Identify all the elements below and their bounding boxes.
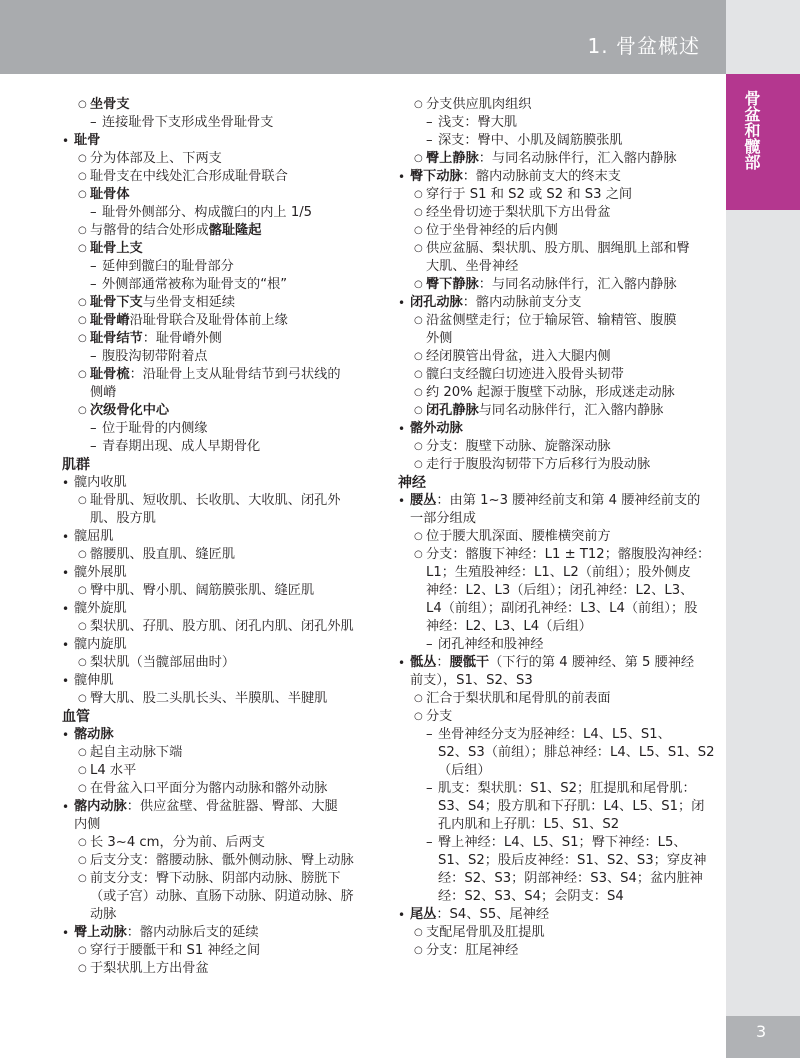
list-item	[398, 402, 720, 420]
bullet-marker: ○	[78, 747, 87, 758]
left-column	[62, 96, 384, 978]
bullet-marker: ○	[414, 549, 423, 560]
item-text: 次级骨化中心	[90, 403, 170, 418]
bullet-marker: ○	[78, 369, 87, 380]
list-item	[398, 384, 720, 402]
item-text: 外侧部通常被称为耻骨支的“根”	[102, 277, 288, 292]
right-column	[398, 96, 720, 960]
bullet-marker: ○	[78, 837, 87, 848]
list-item	[398, 294, 720, 312]
list-item	[62, 636, 384, 654]
item-text: 走行于腹股沟韧带下方后移行为股动脉	[426, 457, 651, 472]
list-item	[62, 366, 384, 384]
list-item	[62, 582, 384, 600]
bullet-marker: –	[90, 115, 97, 130]
list-item	[398, 924, 720, 942]
bullet-marker: ○	[78, 297, 87, 308]
list-item	[398, 762, 720, 780]
list-item	[62, 384, 384, 402]
bullet-marker: ○	[78, 549, 87, 560]
list-item	[398, 888, 720, 906]
list-item	[62, 420, 384, 438]
list-item	[398, 654, 720, 672]
list-item	[62, 816, 384, 834]
list-item	[398, 96, 720, 114]
list-item	[398, 132, 720, 150]
item-text: 臀中肌、臀小肌、阔筋膜张肌、缝匠肌	[90, 583, 315, 598]
chapter-header-bar	[0, 0, 726, 74]
list-item	[398, 708, 720, 726]
bullet-marker: ○	[78, 243, 87, 254]
item-text: 分支	[426, 709, 453, 724]
list-item	[62, 294, 384, 312]
section-heading	[62, 708, 384, 726]
list-item	[398, 726, 720, 744]
list-item	[62, 600, 384, 618]
item-text: 汇合于梨状肌和尾骨肌的前表面	[426, 691, 611, 706]
list-item	[398, 672, 720, 690]
bullet-marker: ○	[414, 711, 423, 722]
item-text: 经：S2、S3、S4；会阴支：S4	[438, 889, 624, 904]
item-text: 闭孔神经和股神经	[438, 637, 544, 652]
bullet-marker: •	[62, 728, 70, 742]
list-item	[62, 726, 384, 744]
item-text: 耻骨肌、短收肌、长收肌、大收肌、闭孔外	[90, 493, 341, 508]
bullet-marker: ○	[78, 855, 87, 866]
list-item	[398, 276, 720, 294]
list-item	[398, 798, 720, 816]
bullet-marker: ○	[78, 333, 87, 344]
item-text: 髂内动脉：供应盆壁、骨盆脏器、臀部、大腿	[74, 799, 338, 814]
item-text: 髂动脉	[74, 727, 114, 742]
list-item	[398, 780, 720, 798]
bullet-marker: ○	[414, 315, 423, 326]
bullet-marker: ○	[78, 315, 87, 326]
bullet-marker: ○	[414, 279, 423, 290]
bullet-marker: –	[426, 835, 433, 850]
list-item	[398, 636, 720, 654]
list-item	[62, 312, 384, 330]
bullet-marker: –	[426, 637, 433, 652]
item-text: 臀上动脉：髂内动脉后支的延续	[74, 925, 259, 940]
item-text: 耻骨支在中线处汇合形成耻骨联合	[90, 169, 288, 184]
item-text: 支配尾骨肌及肛提肌	[426, 925, 545, 940]
bullet-marker: ○	[414, 153, 423, 164]
item-text: 在骨盆入口平面分为髂内动脉和髂外动脉	[90, 781, 328, 796]
bullet-marker: •	[62, 800, 70, 814]
list-item	[398, 258, 720, 276]
item-text: 耻骨结节：耻骨嵴外侧	[90, 331, 222, 346]
bullet-marker: ○	[78, 873, 87, 884]
item-text: S1、S2；股后皮神经：S1、S2、S3；穿皮神	[438, 853, 707, 868]
bullet-marker: ○	[414, 369, 423, 380]
bullet-marker: –	[90, 421, 97, 436]
list-item	[398, 438, 720, 456]
item-text: 位于腰大肌深面、腰椎横突前方	[426, 529, 611, 544]
bullet-marker: ○	[414, 243, 423, 254]
item-text: 经坐骨切迹于梨状肌下方出骨盆	[426, 205, 611, 220]
item-text: 血管	[62, 709, 90, 725]
item-text: 大肌、坐骨神经	[426, 259, 519, 274]
bullet-marker: ○	[414, 693, 423, 704]
list-item	[62, 780, 384, 798]
bullet-marker: ○	[414, 207, 423, 218]
item-text: 腹股沟韧带附着点	[102, 349, 208, 364]
item-text: 于梨状肌上方出骨盆	[90, 961, 209, 976]
bullet-marker: –	[90, 349, 97, 364]
section-tab-label: 骨盆和髋部	[742, 90, 761, 170]
bullet-marker: ○	[78, 657, 87, 668]
list-item	[62, 564, 384, 582]
item-text: 耻骨嵴沿耻骨联合及耻骨体前上缘	[90, 313, 288, 328]
list-item	[62, 654, 384, 672]
item-text: 穿行于 S1 和 S2 或 S2 和 S3 之间	[426, 187, 633, 202]
item-text: 坐骨支	[90, 97, 130, 112]
list-item	[398, 150, 720, 168]
item-text: 供应盆膈、梨状肌、股方肌、胭绳肌上部和臀	[426, 241, 690, 256]
item-text: L1；生殖股神经：L1、L2（前组）；股外侧皮	[426, 565, 691, 580]
section-heading	[398, 474, 720, 492]
item-text: S3、S4；股方肌和下孖肌：L4、L5、S1；闭	[438, 799, 705, 814]
list-item	[398, 222, 720, 240]
list-item	[398, 366, 720, 384]
bullet-marker: ○	[414, 99, 423, 110]
bullet-marker: •	[62, 476, 70, 490]
item-text: 耻骨上支	[90, 241, 143, 256]
list-item	[62, 546, 384, 564]
bullet-marker: –	[426, 115, 433, 130]
bullet-marker: ○	[78, 405, 87, 416]
list-item	[398, 906, 720, 924]
bullet-marker: •	[398, 422, 406, 436]
list-item	[62, 402, 384, 420]
bullet-marker: –	[426, 781, 433, 796]
item-text: 位于耻骨的内侧缘	[102, 421, 208, 436]
bullet-marker: •	[62, 674, 70, 688]
list-item	[62, 798, 384, 816]
bullet-marker: •	[62, 566, 70, 580]
list-item	[398, 330, 720, 348]
item-text: 臀下静脉：与同名动脉伴行，汇入髂内静脉	[426, 277, 677, 292]
list-item	[62, 132, 384, 150]
item-text: 经：S2、S3；阴部神经：S3、S4；盆内脏神	[438, 871, 703, 886]
item-text: 经闭膜管出骨盆，进入大腿内侧	[426, 349, 611, 364]
bullet-marker: ○	[414, 531, 423, 542]
item-text: 腰丛：由第 1~3 腰神经前支和第 4 腰神经前支的	[410, 493, 701, 508]
list-item	[62, 474, 384, 492]
list-item	[62, 168, 384, 186]
item-text: 闭孔动脉：髂内动脉前支分支	[410, 295, 582, 310]
bullet-marker: ○	[78, 621, 87, 632]
item-text: 髋臼支经髋臼切迹进入股骨头韧带	[426, 367, 624, 382]
item-text: S2、S3（前组）；腓总神经：L4、L5、S1、S2	[438, 745, 715, 760]
list-item	[62, 834, 384, 852]
item-text: 动脉	[90, 907, 117, 922]
list-item	[62, 960, 384, 978]
list-item	[62, 618, 384, 636]
item-text: 肌群	[62, 457, 90, 473]
item-text: 尾丛：S4、S5、尾神经	[410, 907, 550, 922]
list-item	[398, 510, 720, 528]
list-item	[398, 168, 720, 186]
bullet-marker: •	[62, 530, 70, 544]
item-text: 髋伸肌	[74, 673, 114, 688]
list-item	[62, 438, 384, 456]
item-text: 髋内收肌	[74, 475, 127, 490]
list-item	[62, 690, 384, 708]
bullet-marker: ○	[414, 225, 423, 236]
bullet-marker: ○	[78, 171, 87, 182]
bullet-marker: ○	[78, 189, 87, 200]
bullet-marker: –	[426, 727, 433, 742]
item-text: 耻骨下支与坐骨支相延续	[90, 295, 236, 310]
bullet-marker: •	[62, 602, 70, 616]
bullet-marker: •	[398, 656, 406, 670]
section-heading	[62, 456, 384, 474]
item-text: 闭孔静脉与同名动脉伴行，汇入髂内静脉	[426, 403, 664, 418]
list-item	[62, 852, 384, 870]
item-text: 髋外旋肌	[74, 601, 127, 616]
bullet-marker: ○	[414, 945, 423, 956]
list-item	[398, 420, 720, 438]
list-item	[398, 816, 720, 834]
section-tab	[726, 74, 800, 210]
list-item	[62, 150, 384, 168]
bullet-marker: ○	[78, 225, 87, 236]
bullet-marker: ○	[78, 495, 87, 506]
list-item	[398, 564, 720, 582]
list-item	[62, 870, 384, 888]
item-text: 臀上神经：L4、L5、S1；臀下神经：L5、	[438, 835, 687, 850]
item-text: 延伸到髋臼的耻骨部分	[102, 259, 234, 274]
bullet-marker: •	[398, 170, 406, 184]
item-text: 髋外展肌	[74, 565, 127, 580]
list-item	[62, 240, 384, 258]
list-item	[62, 492, 384, 510]
bullet-marker: –	[90, 277, 97, 292]
bullet-marker: •	[62, 926, 70, 940]
bullet-marker: –	[90, 439, 97, 454]
item-text: 外侧	[426, 331, 453, 346]
list-item	[62, 114, 384, 132]
item-text: 后支分支：髂腰动脉、骶外侧动脉、臀上动脉	[90, 853, 354, 868]
item-text: 耻骨梳：沿耻骨上支从耻骨结节到弓状线的	[90, 367, 341, 382]
item-text: 耻骨外侧部分、构成髋臼的内上 1/5	[102, 205, 313, 220]
bullet-marker: ○	[78, 945, 87, 956]
list-item	[62, 204, 384, 222]
page-number: 3	[756, 1022, 767, 1041]
item-text: 前支分支：臀下动脉、阴部内动脉、膀胱下	[90, 871, 341, 886]
item-text: 内侧	[74, 817, 101, 832]
item-text: 分支：腹壁下动脉、旋髂深动脉	[426, 439, 611, 454]
list-item	[398, 492, 720, 510]
bullet-marker: ○	[414, 189, 423, 200]
list-item	[398, 744, 720, 762]
item-text: （或子宫）动脉、直肠下动脉、阴道动脉、脐	[90, 889, 354, 904]
item-text: 梨状肌（当髋部屈曲时）	[90, 655, 236, 670]
bullet-marker: –	[90, 205, 97, 220]
list-item	[398, 582, 720, 600]
item-text: 起自主动脉下端	[90, 745, 183, 760]
item-text: 分为体部及上、下两支	[90, 151, 222, 166]
list-item	[398, 348, 720, 366]
list-item	[398, 456, 720, 474]
list-item	[62, 672, 384, 690]
list-item	[398, 690, 720, 708]
list-item	[398, 240, 720, 258]
item-text: 梨状肌、孖肌、股方肌、闭孔内肌、闭孔外肌	[90, 619, 354, 634]
item-text: 神经：L2、L3（后组）；闭孔神经：L2、L3、	[426, 583, 694, 598]
list-item	[398, 942, 720, 960]
bullet-marker: •	[62, 134, 70, 148]
item-text: 分支：肛尾神经	[426, 943, 519, 958]
item-text: 青春期出现、成人早期骨化	[102, 439, 261, 454]
item-text: 神经：L2、L3、L4（后组）	[426, 619, 592, 634]
bullet-marker: ○	[414, 927, 423, 938]
item-text: 孔内肌和上孖肌：L5、S1、S2	[438, 817, 620, 832]
list-item	[62, 528, 384, 546]
list-item	[62, 762, 384, 780]
list-item	[398, 600, 720, 618]
list-item	[62, 888, 384, 906]
item-text: 一部分组成	[410, 511, 476, 526]
item-text: 连接耻骨下支形成坐骨耻骨支	[102, 115, 274, 130]
bullet-marker: •	[398, 296, 406, 310]
list-item	[62, 276, 384, 294]
list-item	[62, 96, 384, 114]
item-text: 穿行于腰骶干和 S1 神经之间	[90, 943, 261, 958]
list-item	[62, 258, 384, 276]
bullet-marker: ○	[78, 765, 87, 776]
item-text: 肌、股方肌	[90, 511, 156, 526]
item-text: L4 水平	[90, 763, 137, 778]
bullet-marker: ○	[78, 783, 87, 794]
list-item	[62, 510, 384, 528]
item-text: 与髂骨的结合处形成髂耻隆起	[90, 223, 262, 238]
item-text: 分支：髂腹下神经：L1 ± T12；髂腹股沟神经：	[426, 547, 711, 562]
bullet-marker: ○	[414, 459, 423, 470]
bullet-marker: ○	[78, 963, 87, 974]
bullet-marker: •	[398, 494, 406, 508]
item-text: 位于坐骨神经的后内侧	[426, 223, 558, 238]
item-text: 侧嵴	[90, 385, 117, 400]
bullet-marker: ○	[78, 585, 87, 596]
bullet-marker: •	[398, 908, 406, 922]
item-text: 约 20% 起源于腹壁下动脉，形成迷走动脉	[426, 385, 675, 400]
list-item	[398, 312, 720, 330]
list-item	[62, 186, 384, 204]
bullet-marker: –	[90, 259, 97, 274]
list-item	[398, 870, 720, 888]
item-text: 浅支：臀大肌	[438, 115, 518, 130]
list-item	[398, 204, 720, 222]
list-item	[62, 330, 384, 348]
list-item	[398, 618, 720, 636]
item-text: 臀下动脉：髂内动脉前支大的终末支	[410, 169, 621, 184]
bullet-marker: ○	[414, 441, 423, 452]
item-text: 臀大肌、股二头肌长头、半膜肌、半腱肌	[90, 691, 328, 706]
item-text: 长 3~4 cm，分为前、后两支	[90, 835, 265, 850]
bullet-marker: ○	[78, 99, 87, 110]
list-item	[398, 852, 720, 870]
item-text: 坐骨神经分支为胫神经：L4、L5、S1、	[438, 727, 671, 742]
item-text: 骶丛：腰骶干（下行的第 4 腰神经、第 5 腰神经	[410, 655, 695, 670]
item-text: 髋屈肌	[74, 529, 114, 544]
item-text: 耻骨体	[90, 187, 130, 202]
item-text: 髋内旋肌	[74, 637, 127, 652]
item-text: 神经	[398, 475, 426, 491]
bullet-marker: ○	[78, 153, 87, 164]
list-item	[398, 834, 720, 852]
list-item	[62, 924, 384, 942]
bullet-marker: ○	[78, 693, 87, 704]
item-text: 髂腰肌、股直肌、缝匠肌	[90, 547, 236, 562]
chapter-title: 1. 骨盆概述	[587, 34, 700, 58]
bullet-marker: ○	[414, 351, 423, 362]
item-text: 耻骨	[74, 133, 101, 148]
list-item	[62, 348, 384, 366]
list-item	[62, 906, 384, 924]
list-item	[62, 942, 384, 960]
item-text: 深支：臀中、小肌及阔筋膜张肌	[438, 133, 623, 148]
list-item	[62, 744, 384, 762]
item-text: 肌支：梨状肌：S1、S2；肛提肌和尾骨肌：	[438, 781, 696, 796]
item-text: （后组）	[438, 763, 491, 778]
item-text: 臀上静脉：与同名动脉伴行，汇入髂内静脉	[426, 151, 677, 166]
list-item	[398, 186, 720, 204]
item-text: 沿盆侧壁走行；位于输尿管、输精管、腹膜	[426, 313, 677, 328]
list-item	[398, 546, 720, 564]
item-text: 分支供应肌肉组织	[426, 97, 532, 112]
item-text: L4（前组）；副闭孔神经：L3、L4（前组）；股	[426, 601, 698, 616]
bullet-marker: –	[426, 133, 433, 148]
list-item	[62, 222, 384, 240]
item-text: 前支），S1、S2、S3	[410, 673, 533, 688]
item-text: 髂外动脉	[410, 421, 463, 436]
list-item	[398, 528, 720, 546]
bullet-marker: •	[62, 638, 70, 652]
bullet-marker: ○	[414, 405, 423, 416]
bullet-marker: ○	[414, 387, 423, 398]
list-item	[398, 114, 720, 132]
